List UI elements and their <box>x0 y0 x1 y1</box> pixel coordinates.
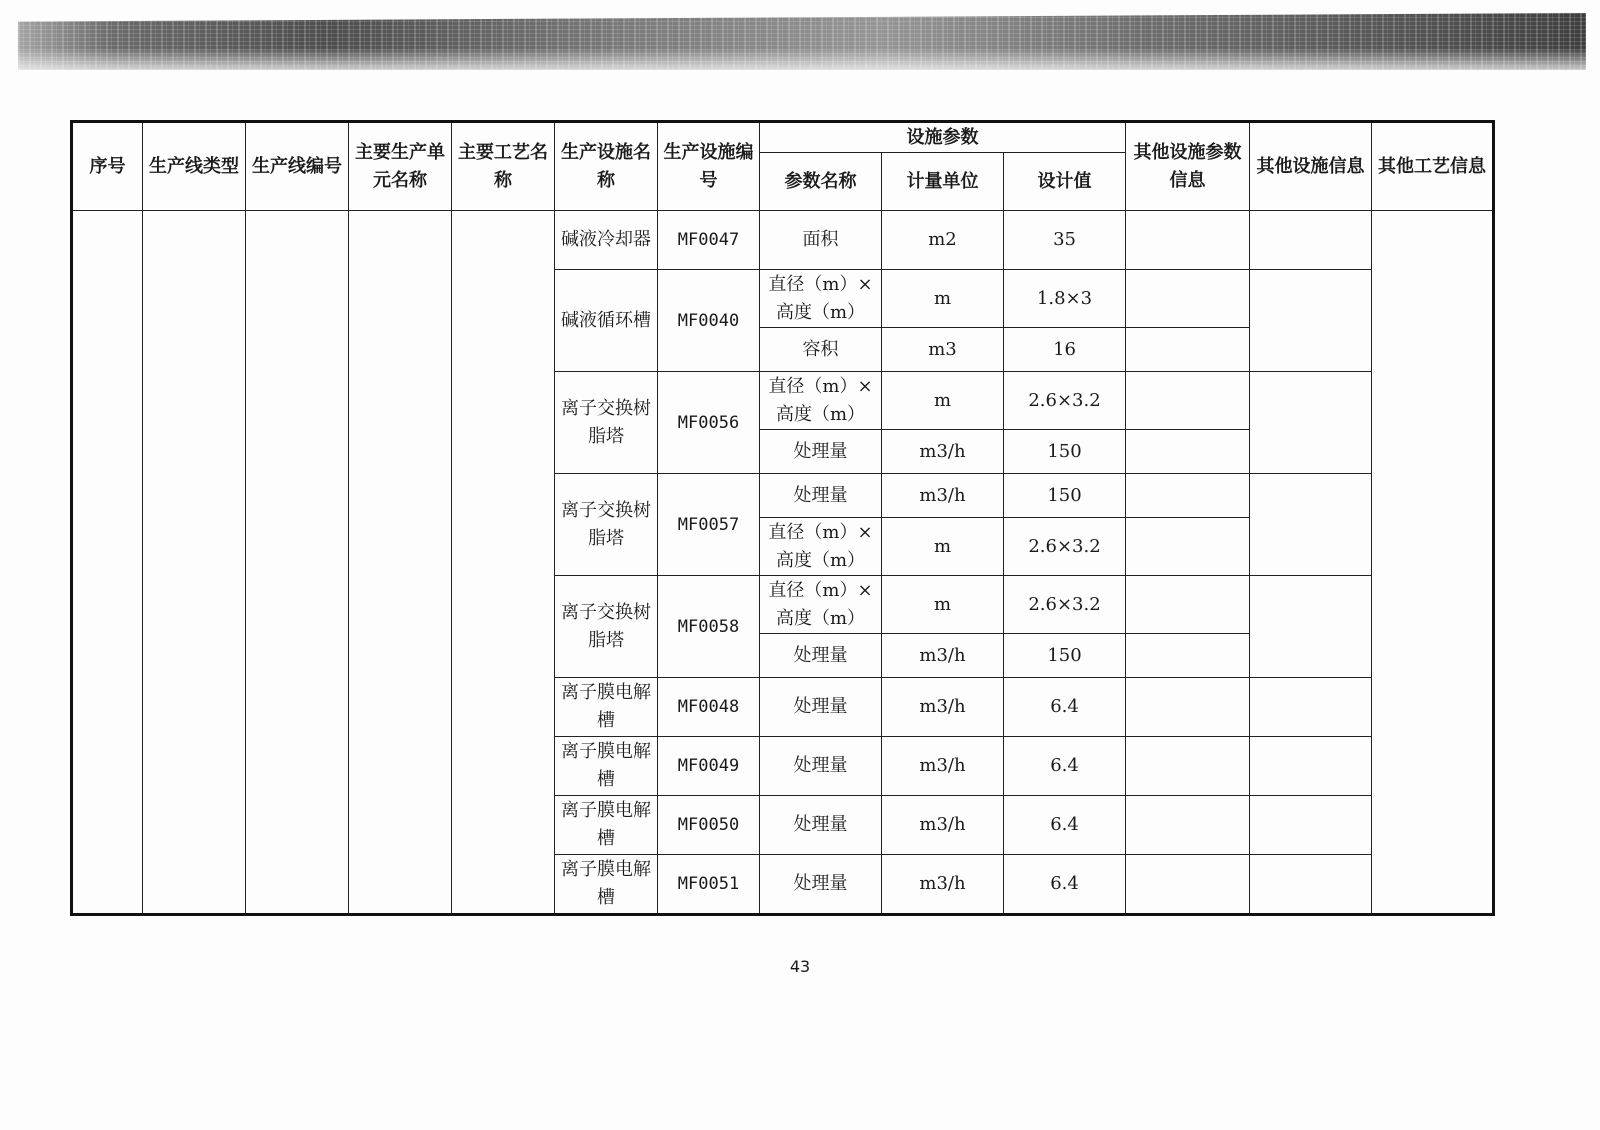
param-value-cell: 16 <box>1004 328 1126 372</box>
other-facility-info-cell <box>1250 474 1372 576</box>
header-process-name: 主要工艺名称 <box>452 122 555 211</box>
facility-name-cell: 离子膜电解槽 <box>555 678 658 737</box>
header-other-param-info: 其他设施参数信息 <box>1126 122 1250 211</box>
facility-parameter-table <box>70 120 1495 916</box>
facility-name-cell: 离子交换树脂塔 <box>555 372 658 474</box>
param-unit-cell: m <box>882 372 1004 430</box>
param-name-cell: 容积 <box>760 328 882 372</box>
param-value-cell: 150 <box>1004 430 1126 474</box>
table-header <box>72 122 1494 211</box>
facility-code-cell: MF0040 <box>658 270 760 372</box>
param-unit-cell: m <box>882 270 1004 328</box>
other-param-info-cell <box>1126 270 1250 328</box>
other-param-info-cell <box>1126 796 1250 855</box>
other-param-info-cell <box>1126 328 1250 372</box>
param-unit-cell: m3/h <box>882 855 1004 915</box>
facility-code-cell: MF0047 <box>658 211 760 270</box>
param-unit-cell: m3/h <box>882 796 1004 855</box>
header-other-facility-info: 其他设施信息 <box>1250 122 1372 211</box>
facility-code-cell: MF0058 <box>658 576 760 678</box>
other-param-info-cell <box>1126 737 1250 796</box>
param-unit-cell: m3 <box>882 328 1004 372</box>
other-param-info-cell <box>1126 474 1250 518</box>
cell-line-code <box>246 211 349 915</box>
param-name-cell: 处理量 <box>760 737 882 796</box>
other-param-info-cell <box>1126 855 1250 915</box>
facility-code-cell: MF0056 <box>658 372 760 474</box>
param-value-cell: 150 <box>1004 634 1126 678</box>
facility-code-cell: MF0048 <box>658 678 760 737</box>
header-seq: 序号 <box>72 122 143 211</box>
param-value-cell: 6.4 <box>1004 678 1126 737</box>
param-name-cell: 处理量 <box>760 796 882 855</box>
param-name-cell: 直径（m）×高度（m） <box>760 372 882 430</box>
scan-artifact-fade <box>18 48 1586 74</box>
cell-seq <box>72 211 143 915</box>
param-name-cell: 处理量 <box>760 430 882 474</box>
param-value-cell: 6.4 <box>1004 737 1126 796</box>
param-value-cell: 35 <box>1004 211 1126 270</box>
facility-code-cell: MF0051 <box>658 855 760 915</box>
param-value-cell: 2.6×3.2 <box>1004 576 1126 634</box>
param-name-cell: 处理量 <box>760 474 882 518</box>
param-name-cell: 面积 <box>760 211 882 270</box>
other-param-info-cell <box>1126 211 1250 270</box>
other-facility-info-cell <box>1250 855 1372 915</box>
param-unit-cell: m <box>882 576 1004 634</box>
param-name-cell: 处理量 <box>760 634 882 678</box>
header-line-code: 生产线编号 <box>246 122 349 211</box>
param-unit-cell: m3/h <box>882 737 1004 796</box>
cell-unit-name <box>349 211 452 915</box>
other-facility-info-cell <box>1250 211 1372 270</box>
other-facility-info-cell <box>1250 678 1372 737</box>
param-unit-cell: m3/h <box>882 474 1004 518</box>
facility-code-cell: MF0050 <box>658 796 760 855</box>
facility-code-cell: MF0049 <box>658 737 760 796</box>
header-unit-name: 主要生产单元名称 <box>349 122 452 211</box>
header-param-value: 设计值 <box>1004 153 1126 211</box>
param-name-cell: 处理量 <box>760 678 882 737</box>
header-param-unit: 计量单位 <box>882 153 1004 211</box>
table-row <box>72 211 1494 270</box>
other-param-info-cell <box>1126 576 1250 634</box>
other-process-info-cell <box>1372 211 1494 915</box>
cell-line-type <box>143 211 246 915</box>
other-param-info-cell <box>1126 518 1250 576</box>
header-param-name: 参数名称 <box>760 153 882 211</box>
facility-code-cell: MF0057 <box>658 474 760 576</box>
other-facility-info-cell <box>1250 372 1372 474</box>
param-unit-cell: m <box>882 518 1004 576</box>
param-unit-cell: m3/h <box>882 678 1004 737</box>
param-name-cell: 处理量 <box>760 855 882 915</box>
facility-name-cell: 离子膜电解槽 <box>555 796 658 855</box>
param-name-cell: 直径（m）×高度（m） <box>760 518 882 576</box>
other-facility-info-cell <box>1250 270 1372 372</box>
param-value-cell: 6.4 <box>1004 855 1126 915</box>
facility-name-cell: 离子交换树脂塔 <box>555 474 658 576</box>
param-value-cell: 1.8×3 <box>1004 270 1126 328</box>
facility-name-cell: 离子交换树脂塔 <box>555 576 658 678</box>
param-name-cell: 直径（m）×高度（m） <box>760 576 882 634</box>
header-params-group: 设施参数 <box>760 122 1126 153</box>
facility-name-cell: 离子膜电解槽 <box>555 737 658 796</box>
other-param-info-cell <box>1126 430 1250 474</box>
other-facility-info-cell <box>1250 796 1372 855</box>
facility-name-cell: 碱液循环槽 <box>555 270 658 372</box>
param-value-cell: 6.4 <box>1004 796 1126 855</box>
other-param-info-cell <box>1126 634 1250 678</box>
param-unit-cell: m3/h <box>882 430 1004 474</box>
cell-process-name <box>452 211 555 915</box>
other-facility-info-cell <box>1250 576 1372 678</box>
table-body <box>72 211 1494 915</box>
facility-name-cell: 离子膜电解槽 <box>555 855 658 915</box>
param-value-cell: 2.6×3.2 <box>1004 518 1126 576</box>
param-unit-cell: m3/h <box>882 634 1004 678</box>
header-line-type: 生产线类型 <box>143 122 246 211</box>
param-unit-cell: m2 <box>882 211 1004 270</box>
header-other-process-info: 其他工艺信息 <box>1372 122 1494 211</box>
param-name-cell: 直径（m）×高度（m） <box>760 270 882 328</box>
param-value-cell: 2.6×3.2 <box>1004 372 1126 430</box>
header-facility-name: 生产设施名称 <box>555 122 658 211</box>
page-number: 43 <box>789 957 811 976</box>
other-param-info-cell <box>1126 372 1250 430</box>
facility-name-cell: 碱液冷却器 <box>555 211 658 270</box>
other-facility-info-cell <box>1250 737 1372 796</box>
param-value-cell: 150 <box>1004 474 1126 518</box>
other-param-info-cell <box>1126 678 1250 737</box>
header-facility-code: 生产设施编号 <box>658 122 760 211</box>
